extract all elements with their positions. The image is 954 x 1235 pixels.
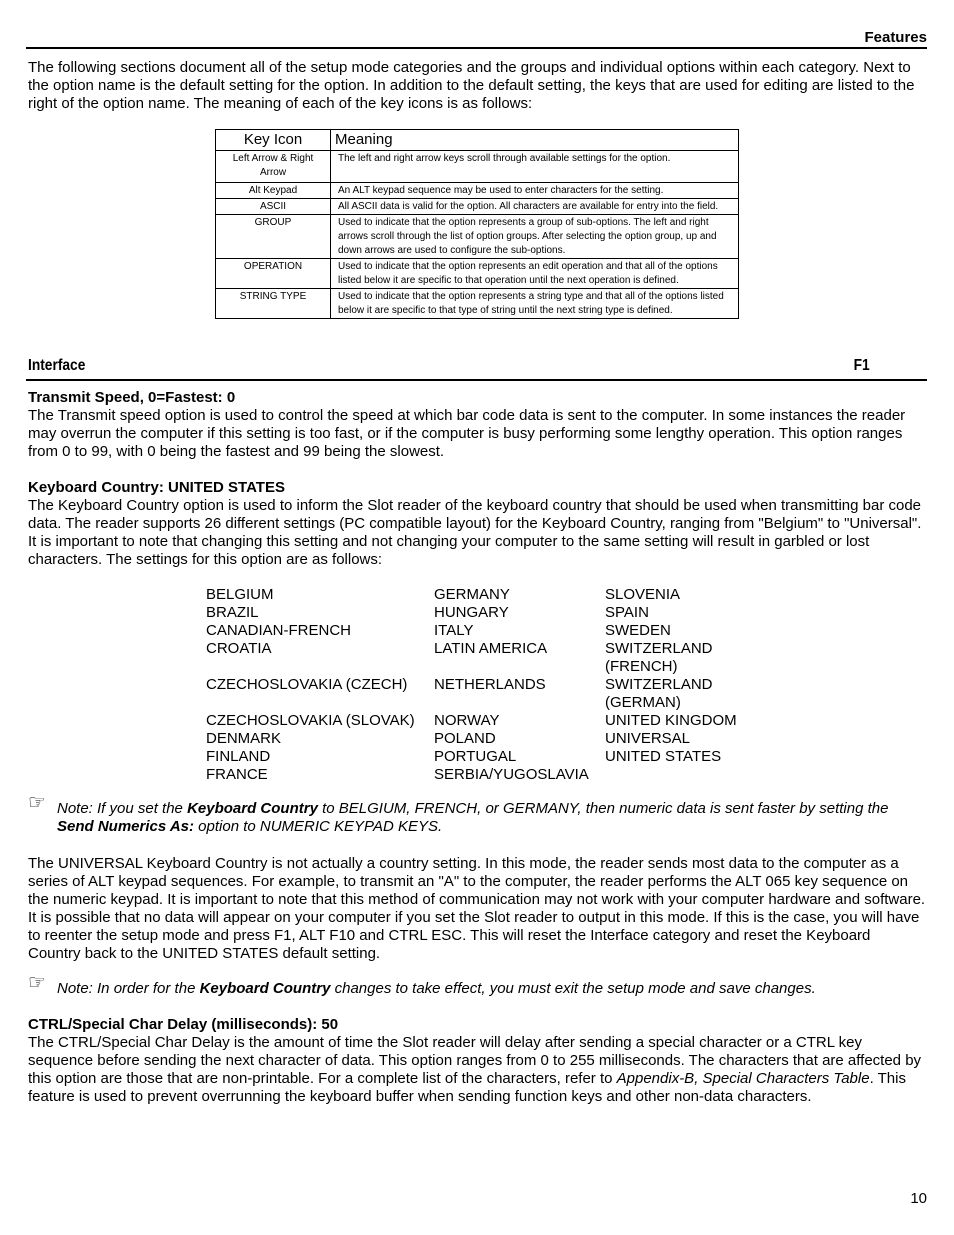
list-item: FRANCE bbox=[206, 766, 268, 783]
meaning-cell: Used to indicate that the option represents a string type and that all of the options listed below it are specific to that type of string until the next string type is defined. bbox=[331, 289, 739, 319]
key-table-header-key: Key Icon bbox=[216, 130, 331, 151]
section-function-key: F1 bbox=[853, 357, 870, 374]
list-item: SWITZERLAND bbox=[605, 640, 713, 657]
key-cell: Left Arrow & Right Arrow bbox=[216, 151, 331, 183]
list-item: SPAIN bbox=[605, 604, 649, 621]
page-number: 10 bbox=[910, 1190, 927, 1207]
transmit-speed-option bbox=[28, 389, 927, 461]
key-icon-table bbox=[215, 129, 739, 319]
key-cell: Alt Keypad bbox=[216, 183, 331, 199]
list-item: (FRENCH) bbox=[605, 658, 678, 675]
table-row bbox=[216, 259, 739, 289]
option-heading: Transmit Speed, 0=Fastest: 0 bbox=[28, 389, 236, 406]
meaning-cell: Used to indicate that the option represents a group of sub-options. The left and right arrows scroll through the list of option groups. After selecting the option group, up and down arrows are used to configure the sub-options. bbox=[331, 215, 739, 259]
country-column-1 bbox=[206, 586, 415, 784]
list-item: SLOVENIA bbox=[605, 586, 681, 603]
list-item: (GERMAN) bbox=[605, 694, 681, 711]
note-text-part: option to NUMERIC KEYPAD KEYS. bbox=[194, 818, 443, 835]
list-item: POLAND bbox=[434, 730, 496, 747]
list-item: BELGIUM bbox=[206, 586, 274, 603]
list-item: UNIVERSAL bbox=[605, 730, 691, 747]
key-cell: STRING TYPE bbox=[216, 289, 331, 319]
list-item bbox=[206, 658, 415, 676]
list-item: GERMANY bbox=[434, 586, 510, 603]
table-row bbox=[216, 199, 739, 215]
note-text-part: Note: In order for the bbox=[57, 980, 200, 997]
list-item: ITALY bbox=[434, 622, 474, 639]
header-rule bbox=[26, 47, 927, 49]
option-description: The Keyboard Country option is used to inform the Slot reader of the keyboard country that should be used when transmitting bar code data. The reader supports 26 different settings (PC compatible layout) for the Keyboard Country, ranging from "Belgium" to "Universal". It is important to note that changing this setting and not changing your computer to the same setting will result in garbled or lost characters. The settings for this option are as follows: bbox=[28, 497, 922, 568]
ctrl-special-char-delay-option bbox=[28, 1016, 927, 1106]
running-header: Features bbox=[864, 29, 927, 46]
universal-paragraph bbox=[28, 855, 927, 963]
key-cell: GROUP bbox=[216, 215, 331, 259]
note-bold-term: Keyboard Country bbox=[199, 980, 331, 997]
list-item bbox=[206, 694, 415, 712]
list-item: CROATIA bbox=[206, 640, 272, 657]
key-cell: OPERATION bbox=[216, 259, 331, 289]
keyboard-country-option bbox=[28, 479, 927, 569]
key-cell: ASCII bbox=[216, 199, 331, 215]
table-row bbox=[216, 215, 739, 259]
section-rule bbox=[26, 379, 927, 381]
pointing-hand-icon: ☞ bbox=[28, 792, 46, 814]
list-item bbox=[605, 766, 737, 784]
list-item: BRAZIL bbox=[206, 604, 259, 621]
table-row bbox=[216, 183, 739, 199]
list-item: CANADIAN-FRENCH bbox=[206, 622, 352, 639]
list-item: UNITED KINGDOM bbox=[605, 712, 737, 729]
list-item: SWITZERLAND bbox=[605, 676, 713, 693]
list-item: LATIN AMERICA bbox=[434, 640, 548, 657]
intro-paragraph: The following sections document all of the setup mode categories and the groups and individual options within each category. Next to the option name is the default setting for the option. In addition to the default setting, the keys that are used for editing are listed to the right of the option name. The meaning of each of the key icons is as follows: bbox=[28, 59, 915, 112]
meaning-cell: An ALT keypad sequence may be used to enter characters for the setting. bbox=[331, 183, 739, 199]
list-item: PORTUGAL bbox=[434, 748, 517, 765]
list-item: CZECHOSLOVAKIA (SLOVAK) bbox=[206, 712, 415, 729]
paragraph-text: The UNIVERSAL Keyboard Country is not actually a country setting. In this mode, the reader sends most data to the computer as a series of ALT keypad sequences. For example, to transmit an "A" to the computer, the reader performs the ALT 065 key sequence on the numeric keypad. It is important to note that this method of communication may not work with your computer hardware and software. It is possible that no data will appear on your computer if you set the Slot reader to output in this mode. If this is the case, you will have to reenter the setup mode and press F1, ALT F10 and CTRL ESC. This will reset the Interface category and reset the Keyboard Country back to the UNITED STATES default setting. bbox=[28, 855, 926, 962]
list-item: CZECHOSLOVAKIA (CZECH) bbox=[206, 676, 408, 693]
note-text bbox=[57, 800, 927, 836]
note-text-part: Note: If you set the bbox=[57, 800, 188, 817]
meaning-cell: All ASCII data is valid for the option. All characters are available for entry into the field. bbox=[331, 199, 739, 215]
note-text bbox=[57, 980, 927, 998]
section-title: Interface bbox=[28, 357, 86, 374]
country-column-3 bbox=[605, 586, 737, 784]
option-heading: Keyboard Country: UNITED STATES bbox=[28, 479, 285, 496]
note-text-part: to BELGIUM, FRENCH, or GERMANY, then numeric data is sent faster by setting the bbox=[317, 800, 889, 817]
section-heading bbox=[28, 357, 870, 379]
note-text-part: changes to take effect, you must exit the setup mode and save changes. bbox=[330, 980, 816, 997]
table-row bbox=[216, 151, 739, 183]
description-part: The CTRL/Special Char Delay is the amount of time the Slot reader will delay after sending a special character or a CTRL key sequence before sending the next character of data. This option ranges from 0 to 255 milliseconds. The characters that are affected by this option are those that are non-printable. For a complete list of the characters, refer to bbox=[28, 1034, 922, 1087]
list-item: NETHERLANDS bbox=[434, 676, 546, 693]
list-item: UNITED STATES bbox=[605, 748, 722, 765]
list-item bbox=[434, 694, 589, 712]
list-item bbox=[434, 658, 589, 676]
meaning-cell: Used to indicate that the option represents an edit operation and that all of the options listed below it are specific to that operation until the next operation is defined. bbox=[331, 259, 739, 289]
table-row bbox=[216, 289, 739, 319]
option-heading: CTRL/Special Char Delay (milliseconds): 50 bbox=[28, 1016, 339, 1033]
option-description bbox=[28, 1034, 927, 1106]
meaning-cell: The left and right arrow keys scroll through available settings for the option. bbox=[331, 151, 739, 183]
list-item: SWEDEN bbox=[605, 622, 671, 639]
list-item: FINLAND bbox=[206, 748, 271, 765]
description-part: . This feature is used to prevent overrunning the keyboard buffer when sending function keys and other non-data characters. bbox=[28, 1070, 906, 1105]
note-bold-term: Send Numerics As: bbox=[57, 818, 194, 835]
appendix-reference: Appendix-B, Special Characters Table bbox=[616, 1070, 870, 1087]
list-item: DENMARK bbox=[206, 730, 282, 747]
list-item: HUNGARY bbox=[434, 604, 509, 621]
list-item: NORWAY bbox=[434, 712, 500, 729]
list-item: SERBIA/YUGOSLAVIA bbox=[434, 766, 589, 783]
option-description: The Transmit speed option is used to control the speed at which bar code data is sent to the computer. In some instances the reader may overrun the computer if this setting is too fast, or if the computer is busy performing some lengthy operation. This option ranges from 0 to 99, with 0 being the fastest and 99 being the slowest. bbox=[28, 407, 906, 460]
note-bold-term: Keyboard Country bbox=[187, 800, 318, 817]
key-table-header-row bbox=[216, 130, 739, 151]
pointing-hand-icon: ☞ bbox=[28, 972, 46, 994]
country-column-2 bbox=[434, 586, 589, 784]
key-table-header-meaning: Meaning bbox=[331, 130, 739, 151]
